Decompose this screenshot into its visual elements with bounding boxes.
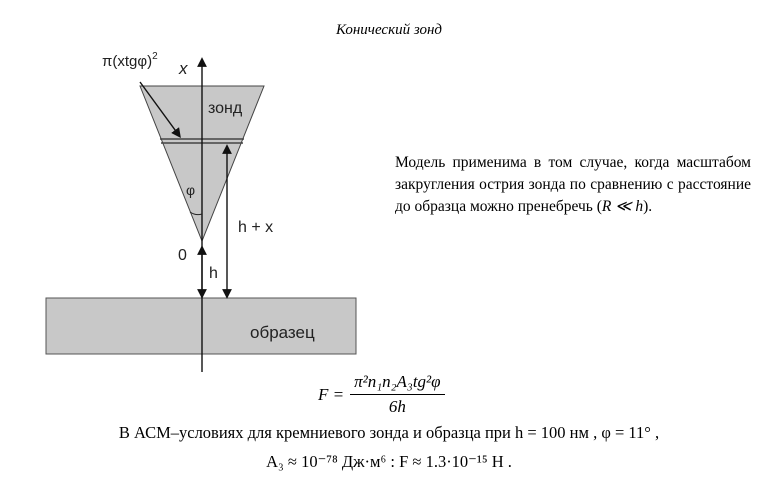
formula-denominator: 6h	[388, 397, 406, 416]
x-axis-label: x	[179, 59, 188, 78]
conditions-line-2: A₃ ≈ 10⁻⁷⁸ Дж·м⁶ : F ≈ 1.3·10⁻¹⁵ Н .	[266, 452, 512, 471]
formula-numerator: π²n₁n₂A₃tg²φ	[350, 372, 444, 395]
formula-fraction	[350, 372, 444, 417]
phi-label: φ	[186, 182, 196, 198]
figure-title: Конический зонд	[335, 22, 443, 38]
sample-label: образец	[250, 323, 315, 342]
probe-label: зонд	[208, 100, 243, 117]
model-applicability-text: Модель применима в том случае, когда масштабом закругления острия зонда по сравнению с расстояние до образца можно пренебречь (R ≪ h).	[395, 154, 751, 215]
conditions-line-1: В АСМ–условиях для кремниевого зонда и образца при h = 100 нм , φ = 11° ,	[118, 423, 660, 442]
formula-lhs: F =	[318, 384, 345, 404]
area-label: $\pi(xtg\varphi)^2$	[102, 51, 158, 70]
origin-label: 0	[178, 247, 187, 264]
h-label: h	[209, 265, 218, 282]
force-formula	[318, 372, 445, 417]
h-plus-x-label: h + x	[238, 219, 274, 236]
